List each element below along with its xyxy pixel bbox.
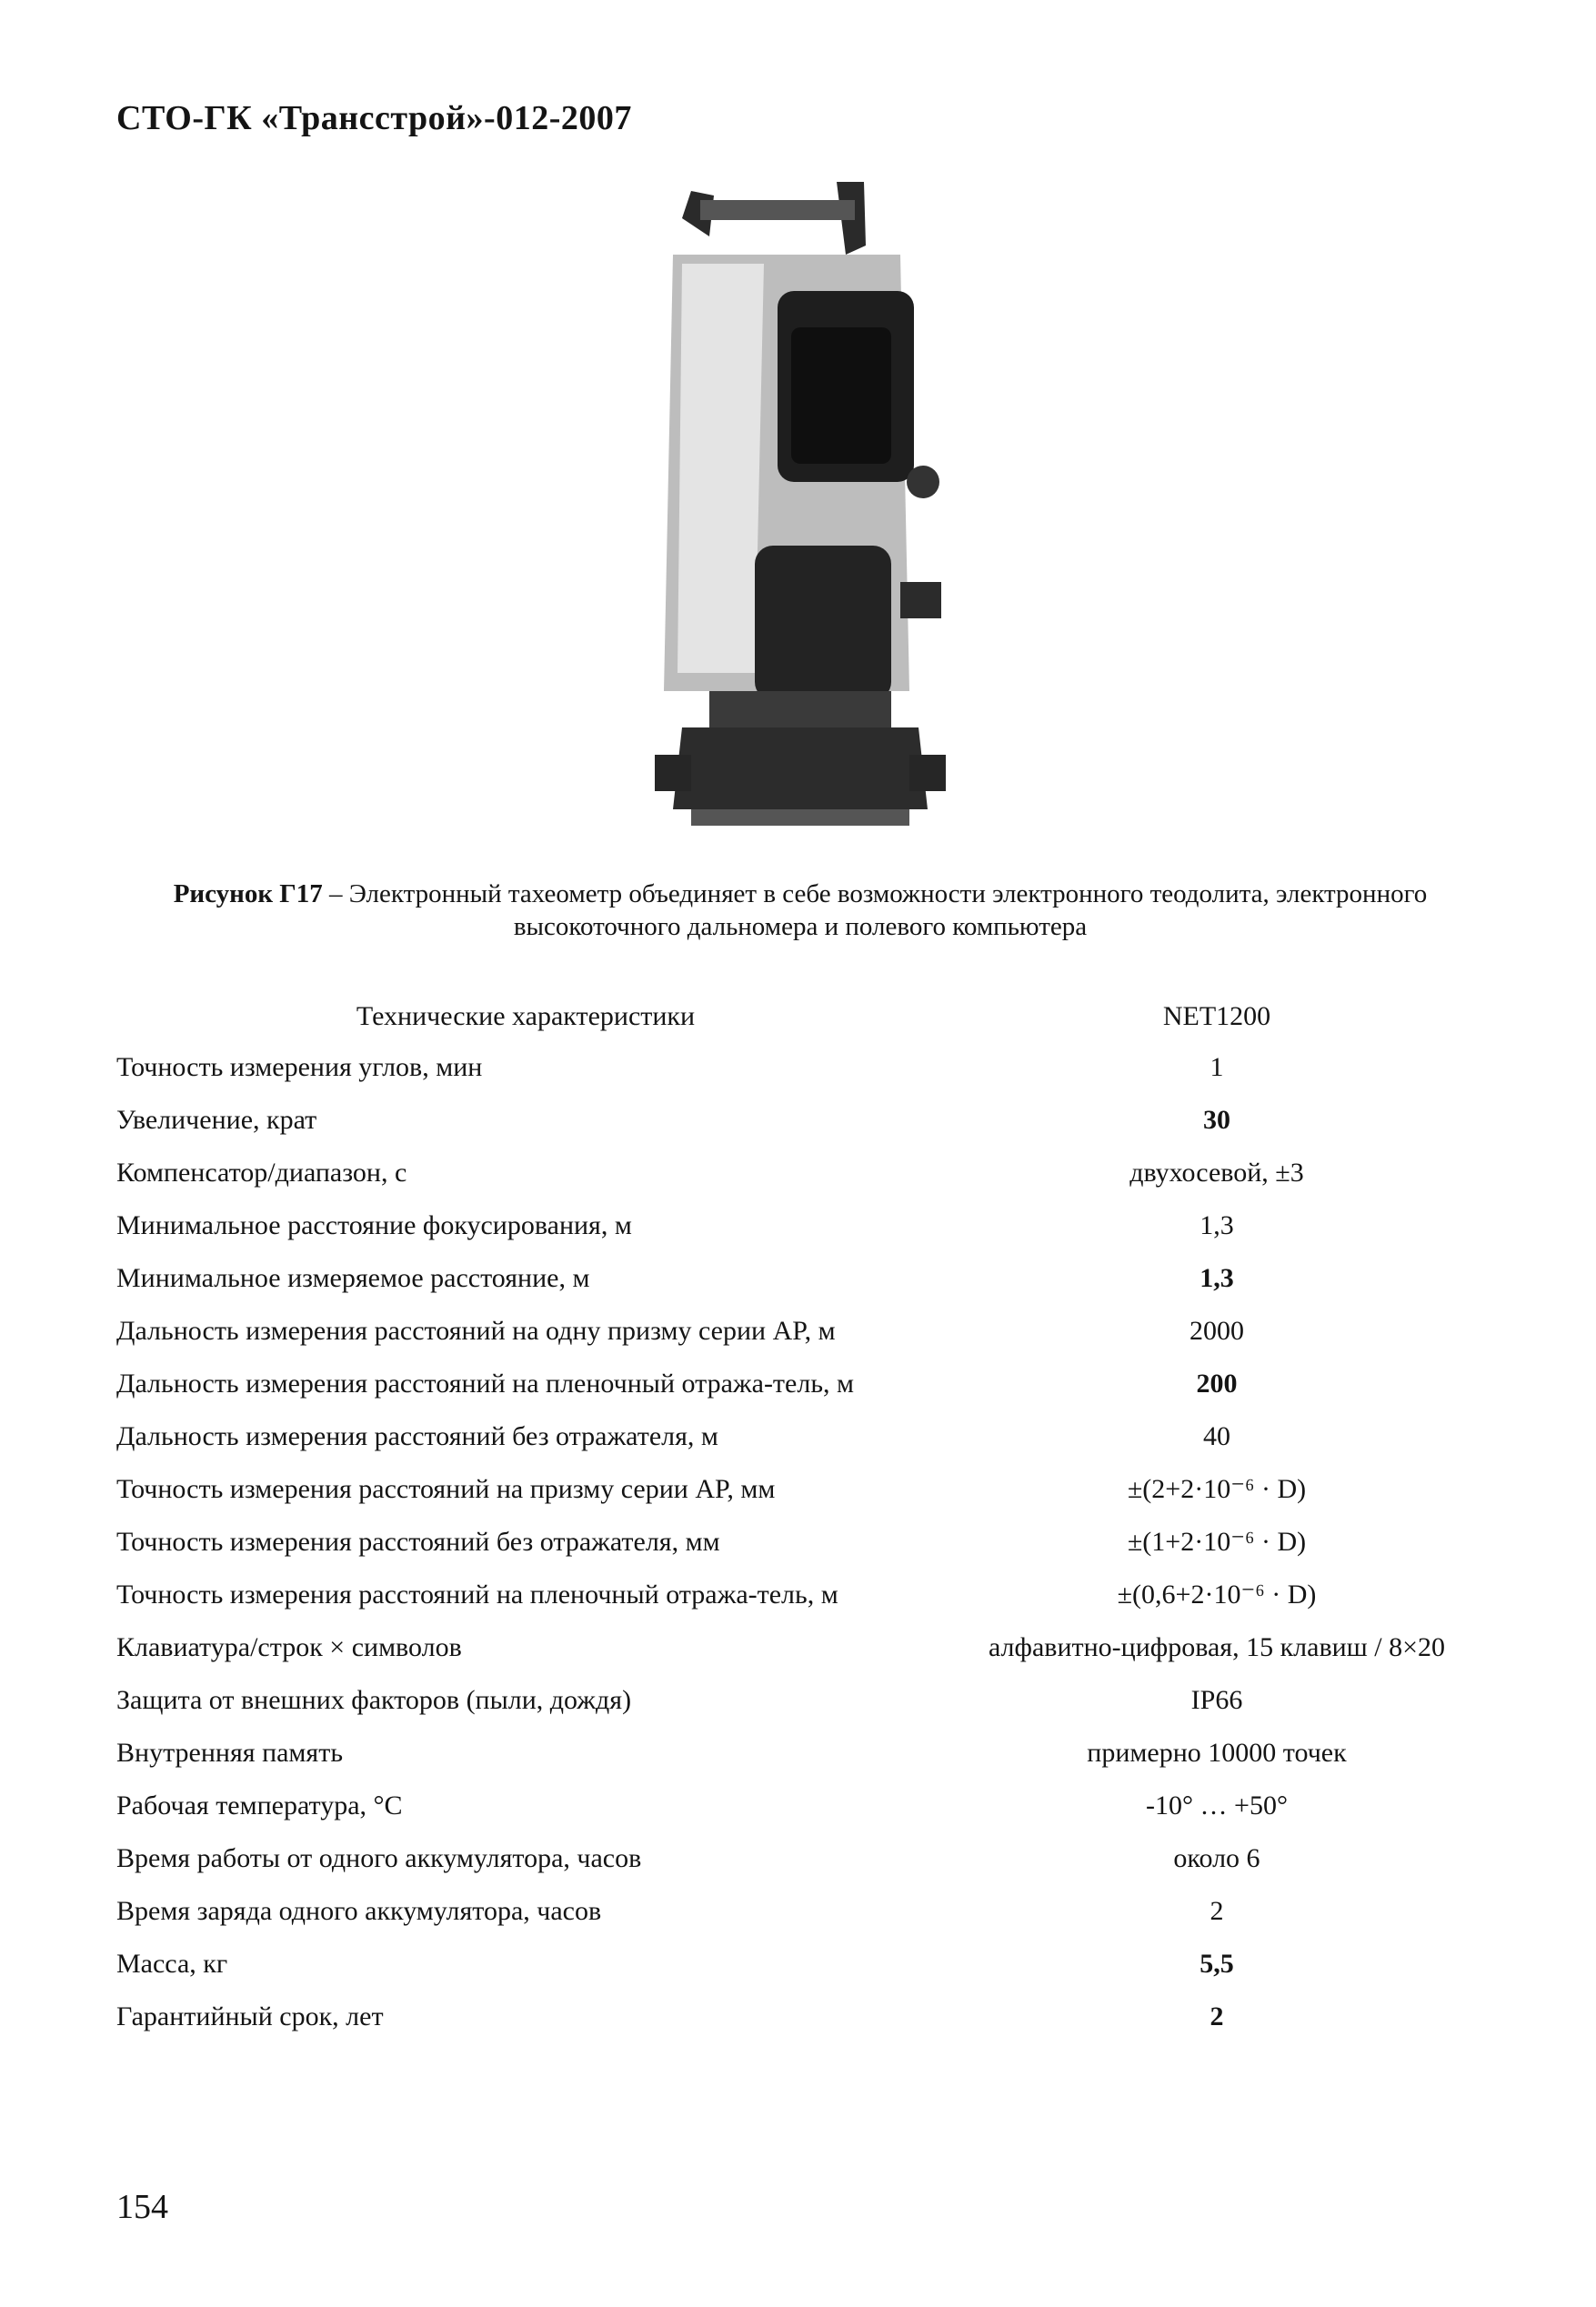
- row-parameter: Компенсатор/диапазон, с: [116, 1158, 407, 1188]
- specifications-table: [116, 1000, 1499, 2053]
- row-value: 30: [1203, 1105, 1230, 1135]
- row-value: 1,3: [1200, 1210, 1234, 1240]
- row-parameter: Дальность измерения расстояний на пленочный отража-тель, м: [116, 1369, 854, 1399]
- row-value: -10° … +50°: [1146, 1790, 1288, 1821]
- table-row: [116, 1579, 1499, 1631]
- table-row: [116, 1737, 1499, 1790]
- row-value: 200: [1196, 1369, 1238, 1399]
- row-value: 5,5: [1200, 1949, 1234, 1979]
- table-row: [116, 1631, 1499, 1684]
- document-code: СТО-ГК «Трансстрой»-012-2007: [116, 99, 632, 137]
- figure-caption: [91, 878, 1510, 943]
- row-value: около 6: [1173, 1843, 1260, 1873]
- row-parameter: Дальность измерения расстояний на одну призму серии AP, м: [116, 1316, 836, 1346]
- row-parameter: Минимальное расстояние фокусирования, м: [116, 1210, 632, 1240]
- row-parameter: Точность измерения углов, мин: [116, 1052, 483, 1082]
- row-value: ±(0,6+2·10⁻⁶ · D): [1117, 1580, 1317, 1610]
- row-value: ±(1+2·10⁻⁶ · D): [1127, 1527, 1307, 1557]
- table-row: [116, 2001, 1499, 2053]
- table-row: [116, 1209, 1499, 1262]
- row-value: 1,3: [1200, 1263, 1234, 1293]
- page-number: 154: [116, 2188, 168, 2226]
- table-row: [116, 1842, 1499, 1895]
- table-row: [116, 1526, 1499, 1579]
- row-parameter: Защита от внешних факторов (пыли, дождя): [116, 1685, 632, 1715]
- table-header-row: [116, 1000, 1499, 1051]
- row-parameter: Гарантийный срок, лет: [116, 2001, 384, 2031]
- row-parameter: Точность измерения расстояний на призму серии AP, мм: [116, 1474, 776, 1504]
- row-value: двухосевой, ±3: [1129, 1158, 1304, 1188]
- table-row: [116, 1684, 1499, 1737]
- row-parameter: Клавиатура/строк × символов: [116, 1632, 462, 1662]
- row-value: 1: [1210, 1052, 1224, 1082]
- row-parameter: Точность измерения расстояний на пленочный отража-тель, м: [116, 1580, 838, 1610]
- table-row: [116, 1104, 1499, 1157]
- table-row: [116, 1420, 1499, 1473]
- table-row: [116, 1790, 1499, 1842]
- table-row: [116, 1051, 1499, 1104]
- row-value: ±(2+2·10⁻⁶ · D): [1127, 1474, 1307, 1504]
- table-row: [116, 1368, 1499, 1420]
- row-value: IP66: [1190, 1685, 1243, 1715]
- row-parameter: Внутренняя память: [116, 1738, 344, 1768]
- row-value: 2000: [1189, 1316, 1244, 1346]
- row-parameter: Точность измерения расстояний без отражателя, мм: [116, 1527, 720, 1557]
- row-value: 40: [1203, 1421, 1230, 1451]
- caption-text: – Электронный тахеометр объединяет в себе возможности электронного теодолита, электронного высокоточного дальномера и полевого компьютера: [322, 879, 1428, 941]
- caption-label: Рисунок Г17: [173, 879, 323, 908]
- row-value: алфавитно-цифровая, 15 клавиш / 8×20: [988, 1632, 1446, 1662]
- total-station-illustration-icon: [627, 182, 1009, 837]
- row-value: 2: [1210, 1896, 1224, 1926]
- table-row: [116, 1157, 1499, 1209]
- row-parameter: Рабочая температура, °С: [116, 1790, 403, 1821]
- table-row: [116, 1262, 1499, 1315]
- row-parameter: Минимальное измеряемое расстояние, м: [116, 1263, 590, 1293]
- table-row: [116, 1315, 1499, 1368]
- row-value: примерно 10000 точек: [1087, 1738, 1347, 1768]
- row-parameter: Увеличение, крат: [116, 1105, 317, 1135]
- row-parameter: Время заряда одного аккумулятора, часов: [116, 1896, 602, 1926]
- row-value: 2: [1210, 2001, 1224, 2031]
- row-parameter: Дальность измерения расстояний без отражателя, м: [116, 1421, 718, 1451]
- row-parameter: Масса, кг: [116, 1949, 228, 1979]
- column-header-model: NET1200: [1162, 1001, 1271, 1031]
- row-parameter: Время работы от одного аккумулятора, часов: [116, 1843, 642, 1873]
- table-row: [116, 1895, 1499, 1948]
- table-row: [116, 1948, 1499, 2001]
- table-row: [116, 1473, 1499, 1526]
- column-header-parameter: Технические характеристики: [356, 1001, 696, 1031]
